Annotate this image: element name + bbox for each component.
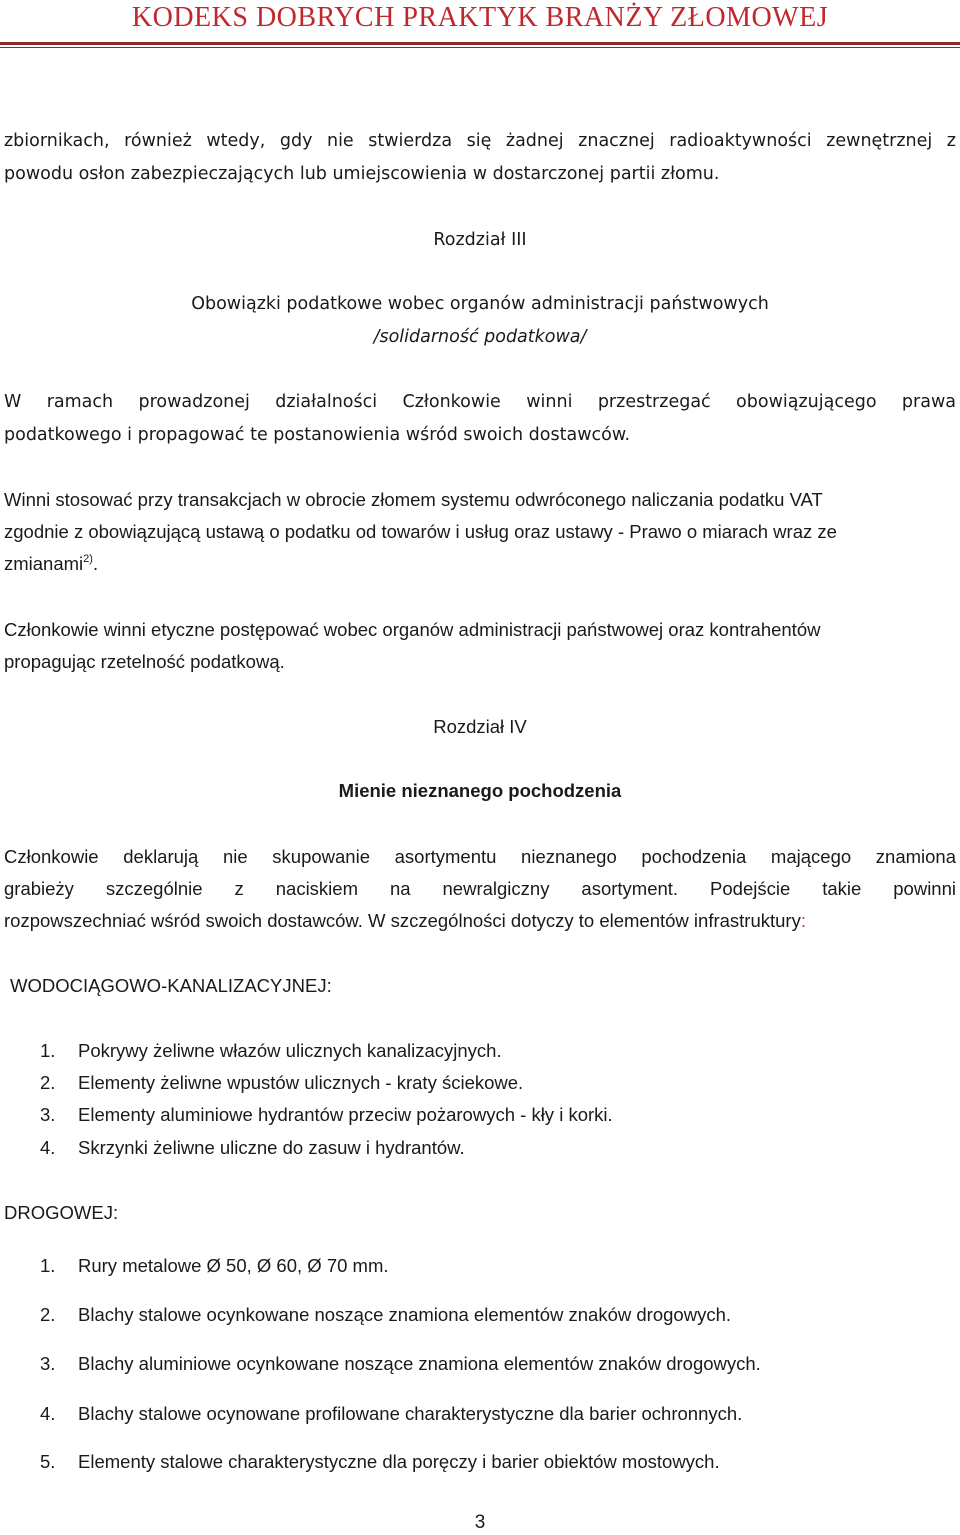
list-number: 1. xyxy=(40,1040,56,1061)
list-number: 3. xyxy=(40,1104,56,1125)
chapter-4-title: Mienie nieznanego pochodzenia xyxy=(338,780,622,801)
list-item xyxy=(40,1451,720,1473)
chapter-3-p2-period: . xyxy=(92,553,99,574)
list-item-text: Elementy żeliwne wpustów ulicznych - kraty ściekowe. xyxy=(78,1072,524,1093)
list-number: 1. xyxy=(40,1255,56,1276)
list-item-text: Blachy stalowe ocynowane profilowane charakterystyczne dla barier ochronnych. xyxy=(78,1403,743,1424)
chapter-3-subtitle: /solidarność podatkowa/ xyxy=(373,327,587,347)
chapter-3-p2-line-2: zgodnie z obowiązującą ustawą o podatku od towarów i usług oraz ustawy - Prawo o miarach wraz ze xyxy=(4,521,837,542)
list-number: 4. xyxy=(40,1137,56,1158)
intro-line-1: zbiornikach, również wtedy, gdy nie stwierdza się żadnej znacznej radioaktywności zewnętrznej z xyxy=(4,131,956,151)
chapter-3-p2-line-3-text: zmianami xyxy=(4,553,84,574)
list-item-text: Blachy stalowe ocynkowane noszące znamiona elementów znaków drogowych. xyxy=(78,1304,731,1325)
header-rule-thin xyxy=(0,47,960,48)
list-item-text: Skrzynki żeliwne uliczne do zasuw i hydrantów. xyxy=(78,1137,465,1158)
list-item xyxy=(40,1137,465,1159)
chapter-3-label: Rozdział III xyxy=(433,230,527,250)
running-header-title: KODEKS DOBRYCH PRAKTYK BRANŻY ZŁOMOWEJ xyxy=(131,2,829,33)
list-item xyxy=(40,1072,523,1094)
list-item xyxy=(40,1104,613,1126)
list-number: 2. xyxy=(40,1072,56,1093)
chapter-4-p1-line-1: Członkowie deklarują nie skupowanie asortymentu nieznanego pochodzenia mającego znamiona xyxy=(4,846,956,867)
header-rule xyxy=(0,42,960,45)
chapter-3-p3-line-1: Członkowie winni etyczne postępować wobec organów administracji państwowej oraz kontrahentów xyxy=(4,619,821,640)
section-heading-water: WODOCIĄGOWO-KANALIZACYJNEJ: xyxy=(10,975,332,996)
chapter-3-p1-line-2: podatkowego i propagować te postanowienia wśród swoich dostawców. xyxy=(4,425,631,445)
chapter-4-p1-line-3 xyxy=(4,910,956,932)
chapter-4-p1-line-3-text: rozpowszechniać wśród swoich dostawców. W szczególności dotyczy to elementów infrastruktury xyxy=(4,910,801,931)
footnote-marker: 2) xyxy=(83,553,93,565)
list-item-text: Rury metalowe Ø 50, Ø 60, Ø 70 mm. xyxy=(78,1255,389,1276)
list-number: 5. xyxy=(40,1451,56,1472)
chapter-4-p1-line-2: grabieży szczególnie z naciskiem na newralgiczny asortyment. Podejście takie powinni xyxy=(4,878,956,899)
list-item xyxy=(40,1403,742,1425)
intro-line-2: powodu osłon zabezpieczających lub umiejscowienia w dostarczonej partii złomu. xyxy=(4,164,720,184)
section-heading-road: DROGOWEJ: xyxy=(4,1202,119,1223)
chapter-3-p1-line-1: W ramach prowadzonej działalności Członkowie winni przestrzegać obowiązującego prawa xyxy=(4,392,956,412)
list-item xyxy=(40,1353,761,1375)
chapter-3-p3-line-2: propagując rzetelność podatkową. xyxy=(4,651,285,672)
list-item xyxy=(40,1255,389,1277)
list-item xyxy=(40,1304,731,1326)
list-number: 4. xyxy=(40,1403,56,1424)
list-item-text: Elementy stalowe charakterystyczne dla poręczy i barier obiektów mostowych. xyxy=(78,1451,720,1472)
list-item xyxy=(40,1040,502,1062)
chapter-4-label: Rozdział IV xyxy=(433,716,527,737)
list-item-text: Blachy aluminiowe ocynkowane noszące znamiona elementów znaków drogowych. xyxy=(78,1353,761,1374)
chapter-3-p2-line-3 xyxy=(4,553,956,575)
chapter-3-p2-line-1: Winni stosować przy transakcjach w obrocie złomem systemu odwróconego naliczania podatku VAT xyxy=(4,489,823,510)
list-item-text: Pokrywy żeliwne włazów ulicznych kanalizacyjnych. xyxy=(78,1040,502,1061)
list-item-text: Elementy aluminiowe hydrantów przeciw pożarowych - kły i korki. xyxy=(78,1104,613,1125)
list-number: 2. xyxy=(40,1304,56,1325)
red-colon: : xyxy=(800,910,806,931)
chapter-3-title: Obowiązki podatkowe wobec organów administracji państwowych xyxy=(191,294,769,314)
page-number: 3 xyxy=(474,1512,486,1533)
list-number: 3. xyxy=(40,1353,56,1374)
